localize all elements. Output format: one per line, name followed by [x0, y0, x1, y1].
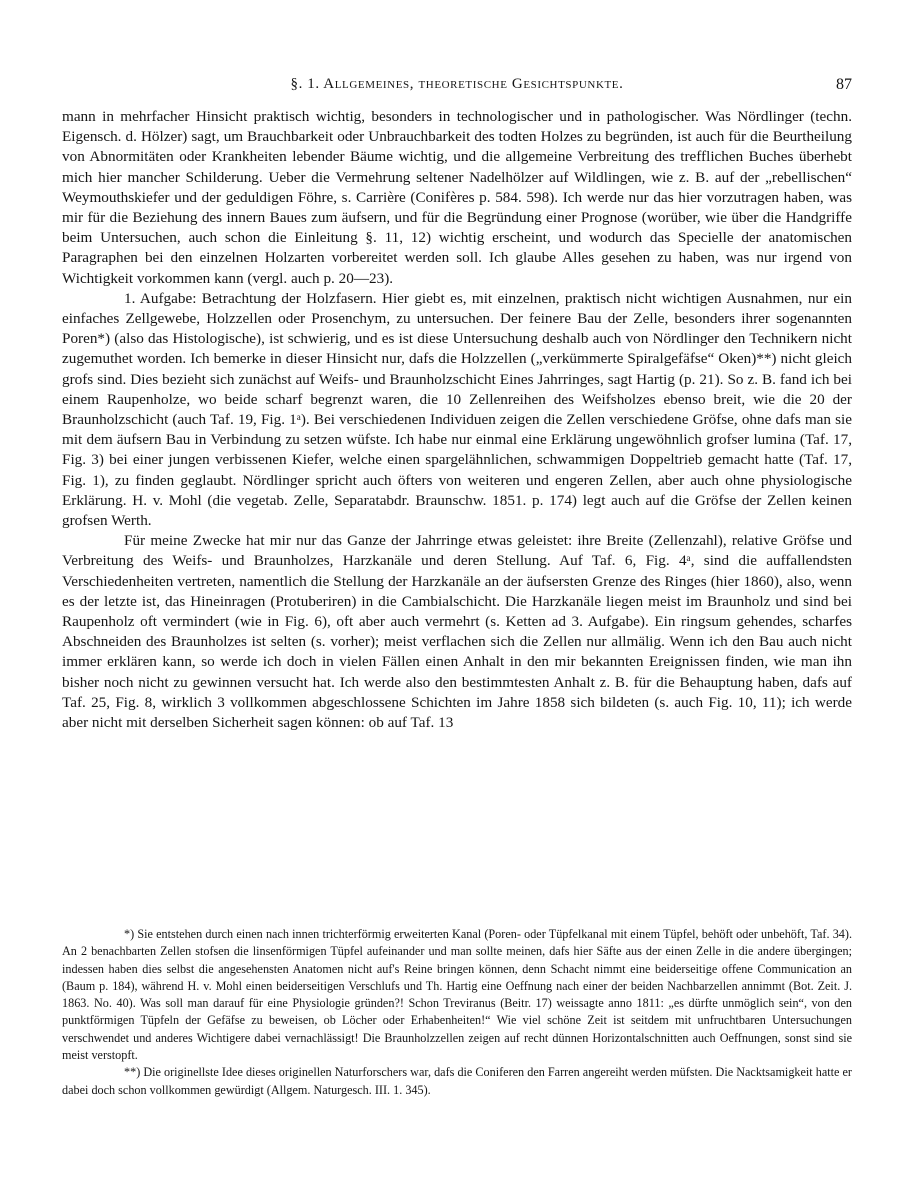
- footnotes: [62, 926, 852, 1099]
- page-header: [62, 76, 852, 102]
- running-head: §. 1. Allgemeines, theoretische Gesichtspunkte.: [290, 76, 624, 92]
- main-text: [62, 107, 852, 733]
- paragraph: Für meine Zwecke hat mir nur das Ganze der Jahrringe etwas geleistet: ihre Breite (Zellenzahl), relative Gröfse und Verbreitung des Weifs- und Braunholzes, Harzkanäle und deren Stellung. Auf Taf. 6, Fig. 4ᵃ, sind die auffallendsten Verschiedenheiten vertreten, namentlich die Stellung der Harzkanäle an der äufsersten Grenze des Ringes (hier 1860), also, wenn es der letzte ist, das Hineinragen (Protuberiren) in die Cambialschicht. Die Harzkanäle liegen meist im Braunholz und sind bei Raupenholz oft vermindert (wie in Fig. 6), oft aber auch vermehrt (s. Ketten ad 3. Aufgabe). Ein ringsum gehendes, scharfes Abschneiden des Braunholzes ist selten (s. vorher); meist verflachen sich die Zellen nur allmälig. Wenn ich den Bau auch nicht immer erklären kann, so werde ich doch in vielen Fällen einen Anhalt in den mir bekannten Ereignissen finden, wie man ihn bisher noch nicht zu gewinnen versucht hat. Ich werde also den bestimmtesten Anhalt z. B. für die Behauptung haben, dafs auf Taf. 25, Fig. 8, wirklich 3 vollkommen abgeschlossene Schichten im Jahre 1858 sich bildeten (s. auch Fig. 10, 11); ich werde aber nicht mit derselben Sicherheit sagen können: ob auf Taf. 13: [62, 532, 852, 732]
- paragraph: 1. Aufgabe: Betrachtung der Holzfasern. Hier giebt es, mit einzelnen, praktisch nicht wichtigen Ausnahmen, nur ein einfaches Zellgewebe, Holzzellen oder Prosenchym, zu untersuchen. Der feinere Bau der Zelle, besonders ihrer sogenannten Poren*) (also das Histologische), ist schwierig, und es ist diese Untersuchung deshalb auch von Nördlinger den Technikern nicht zugemuthet worden. Ich bemerke in dieser Hinsicht nur, dafs die Holzzellen („verkümmerte Spiralgefäfse“ Oken)**) nicht gleich grofs sind. Dies bezieht sich zunächst auf Weifs- und Braunholzschicht Eines Jahrringes, sagt Hartig (p. 21). So z. B. fand ich bei einem Raupenholze, wo beide scharf begrenzt waren, die 10 Zellenreihen des Weifsholzes ebenso breit, wie die 20 der Braunholzschicht (auch Taf. 19, Fig. 1ᵃ). Bei verschiedenen Individuen zeigen die Zellen verschiedene Gröfse, ohne dafs man sie mit dem äufsern Bau in Verbindung zu setzen wüfste. Ich habe nur einmal eine Erklärung ungewöhnlich grofser lumina (Taf. 17, Fig. 3) bei einer jungen verbissenen Kiefer, welche einen spargelähnlichen, schwammigen Doppeltrieb gemacht hatte (Taf. 17, Fig. 1), zu finden geglaubt. Nördlinger spricht auch öfters von weiteren und engeren Zellen, aber auch ohne physiologische Erklärung. H. v. Mohl (die vegetab. Zelle, Separatabdr. Braunschw. 1851. p. 174) legt auch auf die Gröfse der Zellen keinen grofsen Werth.: [62, 289, 852, 530]
- paragraph: mann in mehrfacher Hinsicht praktisch wichtig, besonders in technologischer und in pathologischer. Was Nördlinger (techn. Eigensch. d. Hölzer) sagt, um Brauchbarkeit oder Unbrauchbarkeit des todten Holzes zu begründen, ist auch für die Beurtheilung von Abnormitäten oder Krankheiten lebender Bäume wichtig, und die allgemeine Verbreitung des trefflichen Buches überhebt mich hier mancher Schilderung. Ueber die Vermehrung seltener Nadelhölzer auf Wildlingen, wie z. B. auf der „rebellischen“ Weymouthskiefer und der geduldigen Föhre, s. Carrière (Conifères p. 584. 598). Ich werde nur das hier vorzutragen haben, was mir für die Beziehung des innern Baues zum äufsern, und für die Begründung einer Prognose (worüber, wie über die Handgriffe beim Untersuchen, auch schon die Einleitung §. 11, 12) wichtig erscheint, und wodurch das Specielle der anatomischen Paragraphen bei den einzelnen Holzarten vorbereitet werden soll. Ich glaube Alles gesehen zu haben, was nur irgend von Wichtigkeit vorkommen kann (vergl. auch p. 20—23).: [62, 108, 852, 287]
- footnote: *) Sie entstehen durch einen nach innen trichterförmig erweiterten Kanal (Poren- oder Tüpfelkanal mit einem Tüpfel, behöft oder unbehöft, Taf. 34). An 2 benachbarten Zellen stofsen die linsenförmigen Tüpfel aufeinander und man sollte meinen, dafs hier Säfte aus der einen Zelle in die andere übergingen; indessen haben dies selbst die angesehensten Anatomen nicht auf's Reine bringen können, denn Schacht nimmt eine beiderseitige offene Communication an (Baum p. 184), während H. v. Mohl einen beiderseitigen Verschlufs und Th. Hartig eine Oeffnung nach einer der beiden Nachbarzellen annimmt (Bot. Zeit. J. 1863. No. 40). Was soll man darauf für eine Physiologie gründen?! Schon Treviranus (Beitr. 17) weissagte anno 1811: „es dürfte unmöglich sein“, von den punktförmigen Tüpfeln der Gefäfse zu beweisen, ob Löcher oder Erhabenheiten!“ Wie viel schöne Zeit ist seitdem mit unfruchtbaren Untersuchungen verschwendet und anderes Wichtigere dabei vernachlässigt! Die Braunholzzellen zeigen auf recht dünnen Horizontalschnitten auch Oeffnungen, sonst sind sie meist verstopft.: [62, 927, 852, 1063]
- footnote: **) Die originellste Idee dieses originellen Naturforschers war, dafs die Coniferen den Farren angereiht werden müfsten. Die Nacktsamigkeit hatte er dabei doch schon vollkommen gewürdigt (Allgem. Naturgesch. III. 1. 345).: [62, 1065, 852, 1097]
- page-number: 87: [836, 76, 852, 93]
